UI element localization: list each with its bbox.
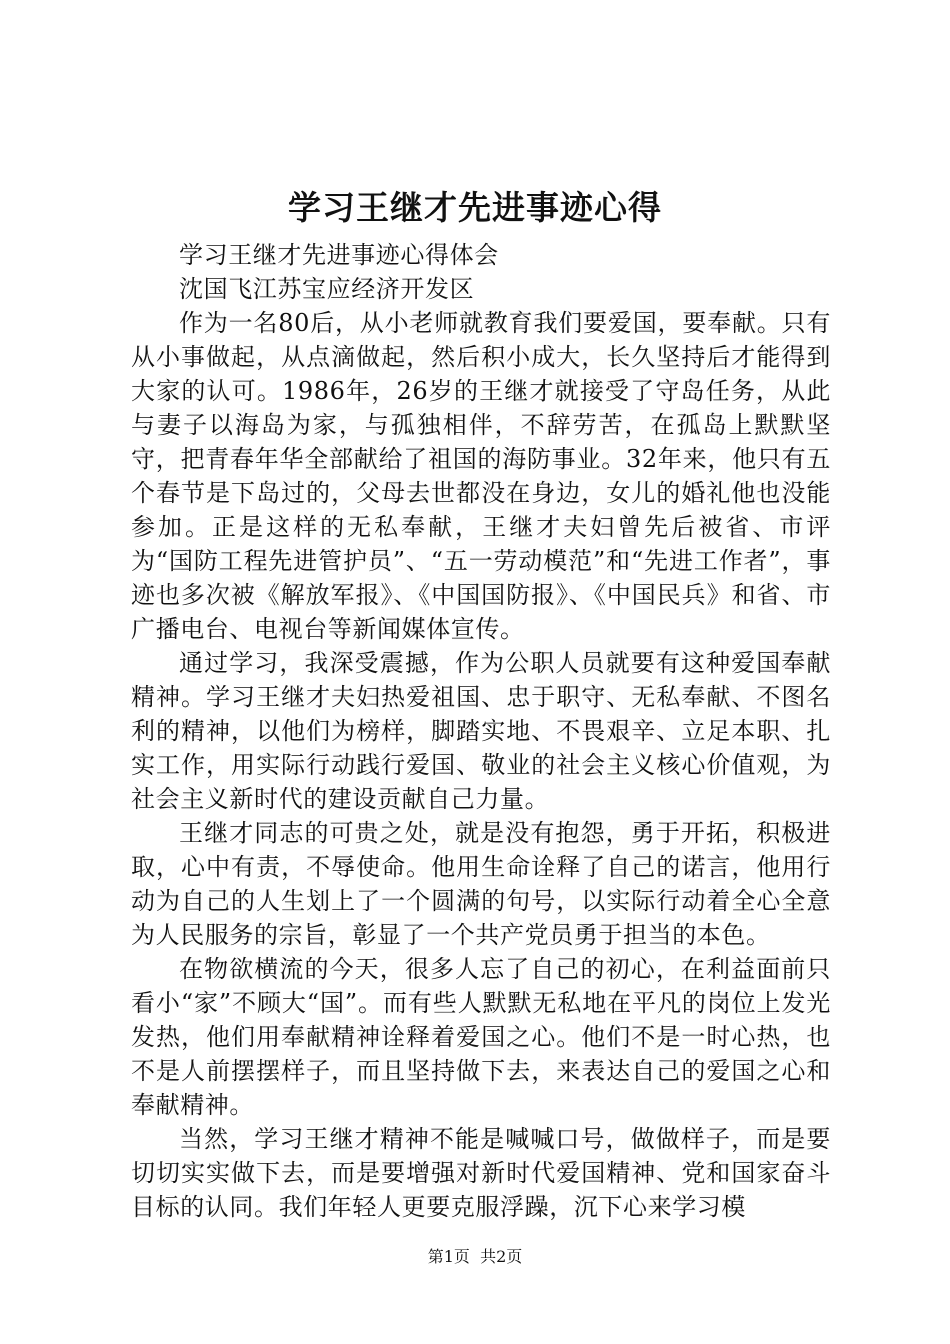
page-footer — [0, 1245, 950, 1269]
body-paragraph: 通过学习，我深受震撼，作为公职人员就要有这种爱国奉献精神。学习王继才夫妇热爱祖国、忠于职守、无私奉献、不图名利的精神，以他们为榜样，脚踏实地、不畏艰辛、立足本职、扎实工作，用实际行动践行爱国、敬业的社会主义核心价值观，为社会主义新时代的建设贡献自己力量。 — [131, 649, 831, 813]
body-paragraph: 在物欲横流的今天，很多人忘了自己的初心，在利益面前只看小“家”不顾大“国”。而有些人默默无私地在平凡的岗位上发光发热，他们用奉献精神诠释着爱国之心。他们不是一时心热，也不是人前摆摆样子，而且坚持做下去，来表达自己的爱国之心和奉献精神。 — [131, 955, 831, 1119]
body-paragraph: 作为一名80后，从小老师就教育我们要爱国，要奉献。只有从小事做起，从点滴做起，然后积小成大，长久坚持后才能得到大家的认可。1986年，26岁的王继才就接受了守岛任务，从此与妻子以海岛为家，与孤独相伴，不辞劳苦，在孤岛上默默坚守，把青春年华全部献给了祖国的海防事业。32年来，他只有五个春节是下岛过的，父母去世都没在身边，女儿的婚礼他也没能参加。正是这样的无私奉献，王继才夫妇曾先后被省、市评为“国防工程先进管护员”、“五一劳动模范”和“先进工作者”，事迹也多次被《解放军报》、《中国国防报》、《中国民兵》和省、市广播电台、电视台等新闻媒体宣传。 — [131, 309, 831, 643]
page-number: 第1页 — [427, 1247, 470, 1266]
body-paragraph: 王继才同志的可贵之处，就是没有抱怨，勇于开拓，积极进取，心中有责，不辱使命。他用生命诠释了自己的诺言，他用行动为自己的人生划上了一个圆满的句号，以实际行动着全心全意为人民服务的宗旨，彰显了一个共产党员勇于担当的本色。 — [131, 819, 831, 949]
body-paragraph: 当然，学习王继才精神不能是喊喊口号，做做样子，而是要切切实实做下去，而是要增强对新时代爱国精神、党和国家奋斗目标的认同。我们年轻人更要克服浮躁，沉下心来学习模 — [131, 1125, 831, 1221]
author-paragraph: 沈国飞江苏宝应经济开发区 — [179, 275, 475, 303]
subtitle-paragraph: 学习王继才先进事迹心得体会 — [179, 241, 499, 269]
footer-spacer — [470, 1247, 480, 1266]
document-title: 学习王继才先进事迹心得 — [288, 188, 662, 227]
document-body — [131, 238, 831, 1224]
page-total: 共2页 — [480, 1247, 523, 1266]
